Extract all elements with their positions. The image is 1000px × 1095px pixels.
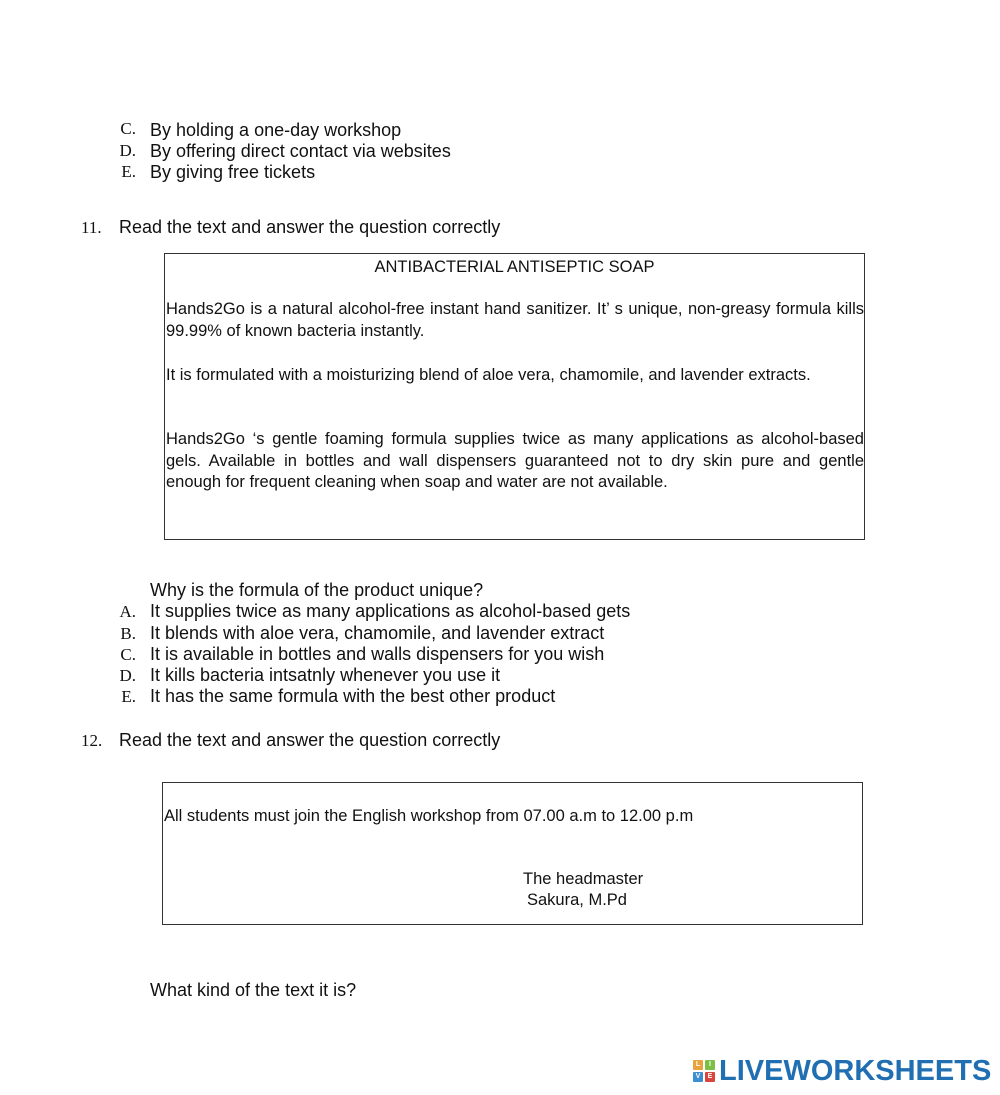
option-text: By offering direct contact via websites xyxy=(150,141,451,161)
announcement-box xyxy=(162,782,863,925)
option-text: By holding a one-day workshop xyxy=(150,120,402,140)
text-paragraph: Hands2Go ‘s gentle foaming formula supplies twice as many applications as alcohol-based gels. Available in bottles and wall dispensers guaranteed not to dry skin pure and gentle enough for frequent cleaning when soap and water are not available. xyxy=(166,430,864,491)
liveworksheets-logo xyxy=(693,1054,991,1088)
option-text: It has the same formula with the best other product xyxy=(150,686,556,706)
announcement-text: All students must join the English workshop from 07.00 a.m to 12.00 p.m xyxy=(164,807,694,825)
question-instruction: Read the text and answer the question correctly xyxy=(119,217,501,237)
option-letter: C. xyxy=(120,645,136,664)
logo-mark-letter: V xyxy=(693,1072,703,1082)
option-letter: B. xyxy=(120,624,136,643)
option-letter: E. xyxy=(121,687,136,706)
question-text: Why is the formula of the product unique? xyxy=(150,580,484,600)
question-text: What kind of the text it is? xyxy=(150,980,357,1000)
reading-text-box xyxy=(164,253,865,540)
option-letter: D. xyxy=(119,666,136,685)
option-text: It kills bacteria intsatnly whenever you use it xyxy=(150,665,501,685)
option-letter: A. xyxy=(119,602,136,621)
option-text: It blends with aloe vera, chamomile, and lavender extract xyxy=(150,623,605,643)
text-paragraph: It is formulated with a moisturizing blend of aloe vera, chamomile, and lavender extracts. xyxy=(166,366,811,384)
option-text: It is available in bottles and walls dispensers for you wish xyxy=(150,644,605,664)
question-instruction: Read the text and answer the question correctly xyxy=(119,730,501,750)
option-letter: E. xyxy=(121,162,136,181)
text-paragraph: Hands2Go is a natural alcohol-free instant hand sanitizer. It’ s unique, non-greasy formula kills 99.99% of known bacteria instantly. xyxy=(166,300,864,340)
question-number: 11. xyxy=(81,218,102,237)
option-letter: C. xyxy=(120,119,136,138)
logo-mark-letter: L xyxy=(693,1060,703,1070)
logo-mark xyxy=(693,1060,715,1082)
logo-mark-letter: I xyxy=(705,1060,715,1070)
signer-title: The headmaster xyxy=(523,870,644,888)
text-title: ANTIBACTERIAL ANTISEPTIC SOAP xyxy=(374,258,655,276)
logo-mark-letter: E xyxy=(705,1072,715,1082)
option-text: By giving free tickets xyxy=(150,162,316,182)
logo-text: LIVEWORKSHEETS xyxy=(719,1054,992,1087)
option-text: It supplies twice as many applications as alcohol-based gets xyxy=(150,601,631,621)
signer-name: Sakura, M.Pd xyxy=(527,891,627,909)
option-letter: D. xyxy=(119,141,136,160)
question-number: 12. xyxy=(81,731,103,750)
